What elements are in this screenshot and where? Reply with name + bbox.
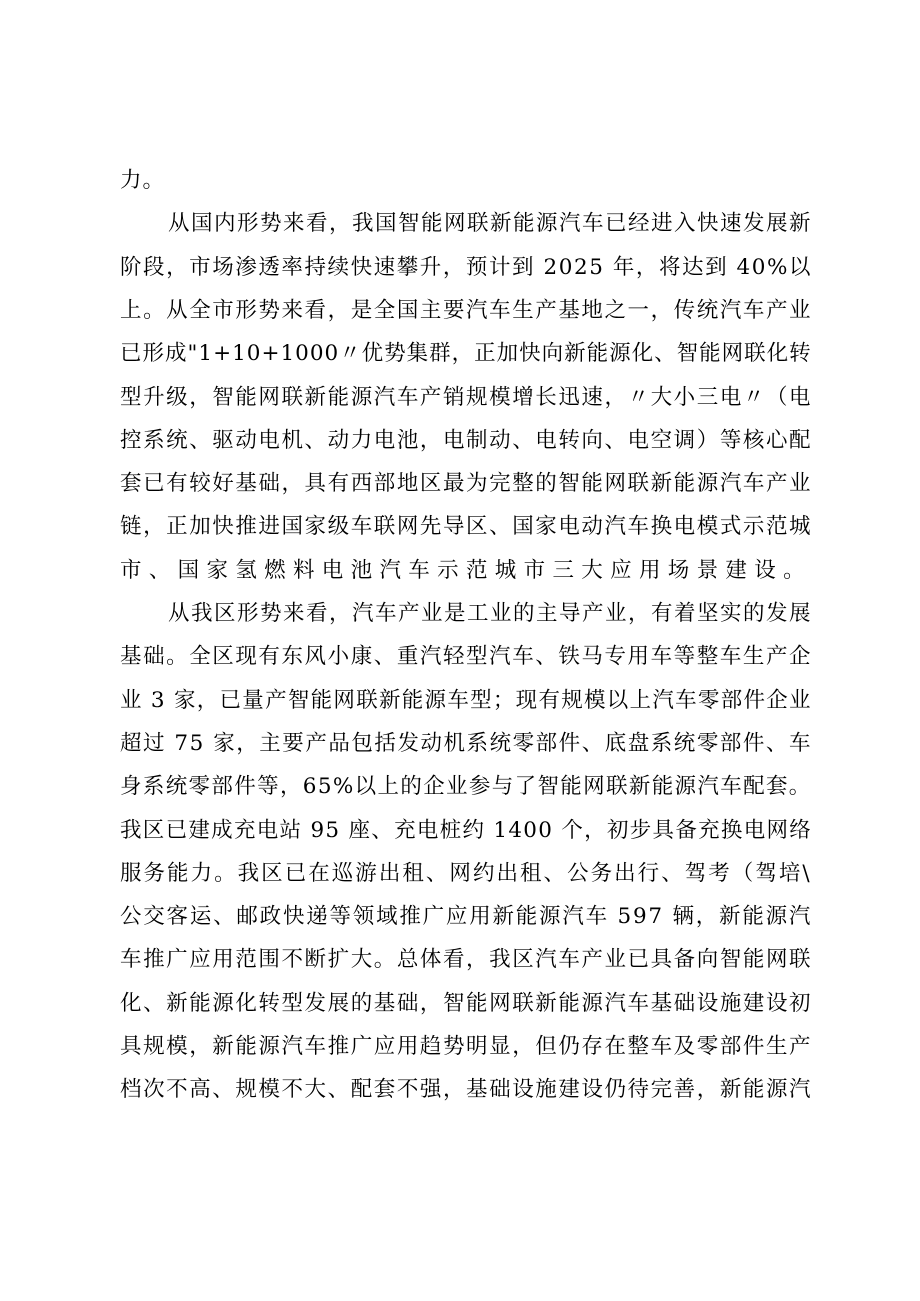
paragraph-first-line: 从国内形势来看，我国智能网联新能源汽车已经进入快速发展新 bbox=[168, 211, 813, 237]
text-line: 上。从全市形势来看，是全国主要汽车生产基地之一，传统汽车产业 bbox=[120, 297, 813, 323]
text-line: 阶段，市场渗透率持续快速攀升，预计到 2025 年，将达到 40%以 bbox=[120, 254, 813, 280]
text-line: 超过 75 家，主要产品包括发动机系统零部件、底盘系统零部件、车 bbox=[120, 730, 812, 756]
paragraph-first-line: 从我区形势来看，汽车产业是工业的主导产业，有着坚实的发展 bbox=[168, 601, 813, 626]
text-line: 已形成"1+10+1000〃优势集群，正加快向新能源化、智能网联化转 bbox=[120, 341, 812, 367]
text-line: 服务能力。我区已在巡游出租、网约出租、公务出行、驾考（驾培\ bbox=[120, 860, 812, 886]
text-line: 市、国家氢燃料电池汽车示范城市三大应用场景建设。 bbox=[120, 557, 812, 583]
text-line: 身系统零部件等，65%以上的企业参与了智能网联新能源汽车配套。 bbox=[120, 774, 812, 800]
text-line: 型升级，智能网联新能源汽车产销规模增长迅速，〃大小三电〃（电 bbox=[120, 384, 813, 410]
text-line: 车推广应用范围不断扩大。总体看，我区汽车产业已具备向智能网联 bbox=[120, 947, 813, 973]
text-line: 公交客运、邮政快递等领域推广应用新能源汽车 597 辆，新能源汽 bbox=[120, 904, 813, 930]
text-line: 具规模，新能源汽车推广应用趋势明显，但仍存在整车及零部件生产 bbox=[120, 1034, 813, 1059]
text-line: 控系统、驱动电机、动力电池，电制动、电转向、电空调）等核心配 bbox=[120, 427, 813, 453]
text-line: 档次不高、规模不大、配套不强，基础设施建设仍待完善，新能源汽 bbox=[120, 1077, 813, 1103]
text-line: 业 3 家，已量产智能网联新能源车型；现有规模以上汽车零部件企业 bbox=[120, 687, 812, 713]
text-line: 链，正加快推进国家级车联网先导区、国家电动汽车换电模式示范城 bbox=[120, 514, 813, 540]
text-line: 化、新能源化转型发展的基础，智能网联新能源汽车基础设施建设初 bbox=[120, 990, 813, 1016]
text-line: 力。 bbox=[120, 168, 166, 193]
text-line: 套已有较好基础，具有西部地区最为完整的智能网联新能源汽车产业 bbox=[120, 471, 813, 497]
text-line: 基础。全区现有东风小康、重汽轻型汽车、铁马专用车等整车生产企 bbox=[120, 644, 813, 670]
text-line: 我区已建成充电站 95 座、充电桩约 1400 个，初步具备充换电网络 bbox=[120, 817, 813, 843]
